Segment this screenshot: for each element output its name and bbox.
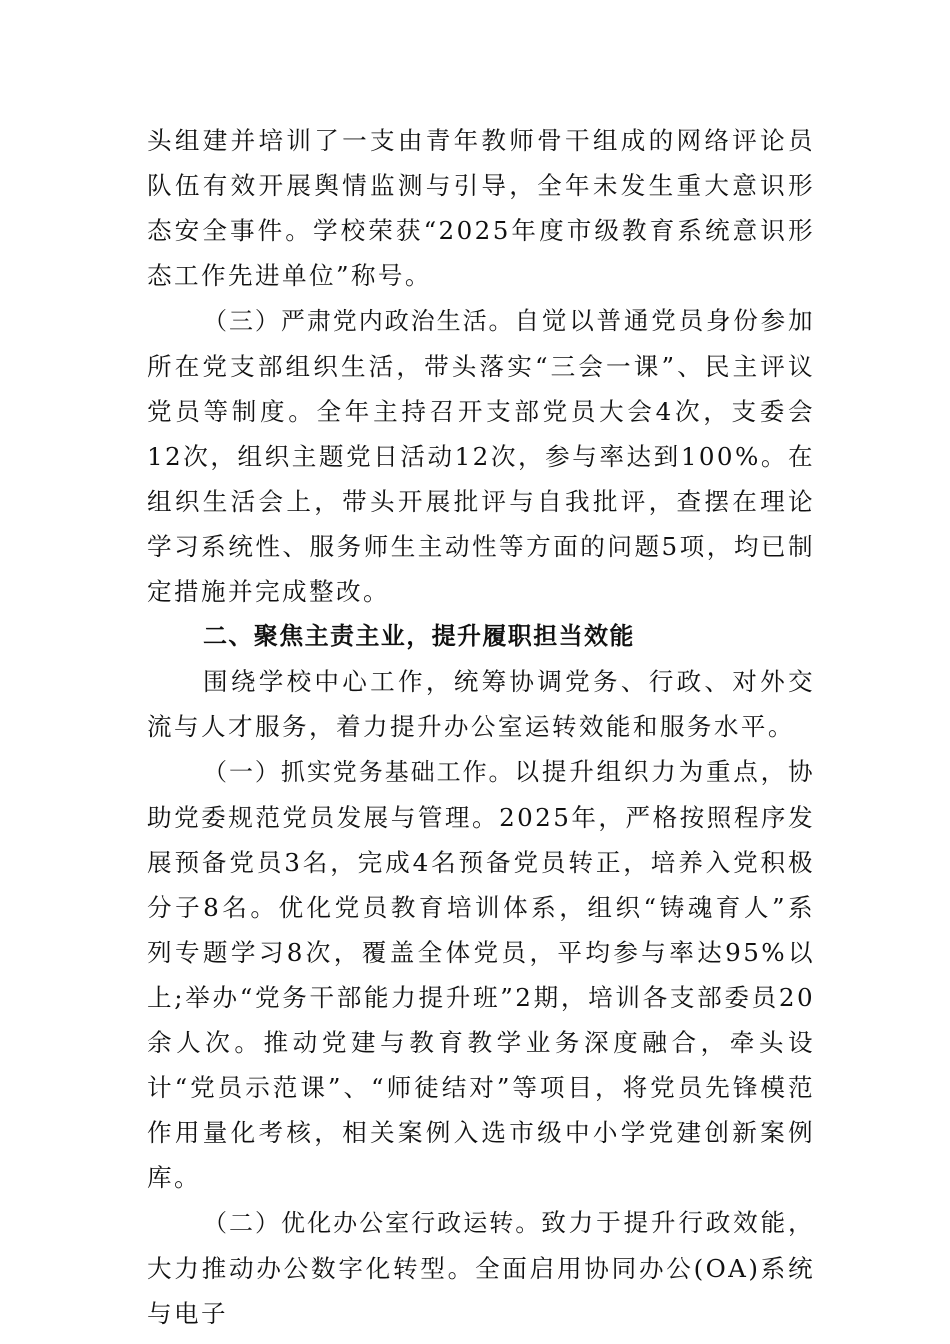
paragraph-party-affairs [147, 749, 815, 1200]
paragraph-text: 自觉以普通党员身份参加所在党支部组织生活，带头落实“三会一课”、民主评议党员等制度。全年主持召开支部党员大会4次，支委会12次，组织主题党日活动12次，参与率达到100%。在组织生活会上，带头开展批评与自我批评，查摆在理论学习系统性、服务师生主动性等方面的问题5项，均已制定措施并完成整改。 [147, 306, 816, 606]
paragraph-text: 头组建并培训了一支由青年教师骨干组成的网络评论员队伍有效开展舆情监测与引导，全年未发生重大意识形态安全事件。学校荣获“2025年度市级教育系统意识形态工作先进单位”称号。 [147, 126, 815, 290]
paragraph-text: 以提升组织力为重点，协助党委规范党员发展与管理。2025年，严格按照程序发展预备党员3名，完成4名预备党员转正，培养入党积极分子8名。优化党员教育培训体系，组织“铸魂育人”系列专题学习8次，覆盖全体党员，平均参与率达95%以上;举办“党务干部能力提升班”2期，培训各支部委员20余人次。推动党建与教育教学业务深度融合，牵头设计“党员示范课”、“师徒结对”等项目，将党员先锋模范作用量化考核，相关案例入选市级中小学党建创新案例库。 [147, 757, 816, 1192]
paragraph-continuation [147, 118, 815, 298]
paragraph-section-intro [147, 659, 815, 749]
paragraph-text: 围绕学校中心工作，统筹协调党务、行政、对外交流与人才服务，着力提升办公室运转效能和服务水平。 [147, 667, 815, 741]
paragraph-lead: （一）抓实党务基础工作。 [203, 758, 515, 786]
document-body [147, 118, 815, 1336]
paragraph-text: 致力于提升行政效能，大力推动办公数字化转型。全面启用协同办公(OA)系统与电子 [147, 1208, 815, 1328]
paragraph-lead: （二）优化办公室行政运转。 [203, 1209, 542, 1237]
section-heading-text: 二、聚焦主责主业，提升履职担当效能 [203, 622, 635, 650]
section-heading [147, 614, 815, 659]
paragraph-office-admin [147, 1200, 815, 1336]
paragraph-party-life [147, 298, 815, 614]
paragraph-lead: （三）严肃党内政治生活。 [203, 307, 515, 335]
